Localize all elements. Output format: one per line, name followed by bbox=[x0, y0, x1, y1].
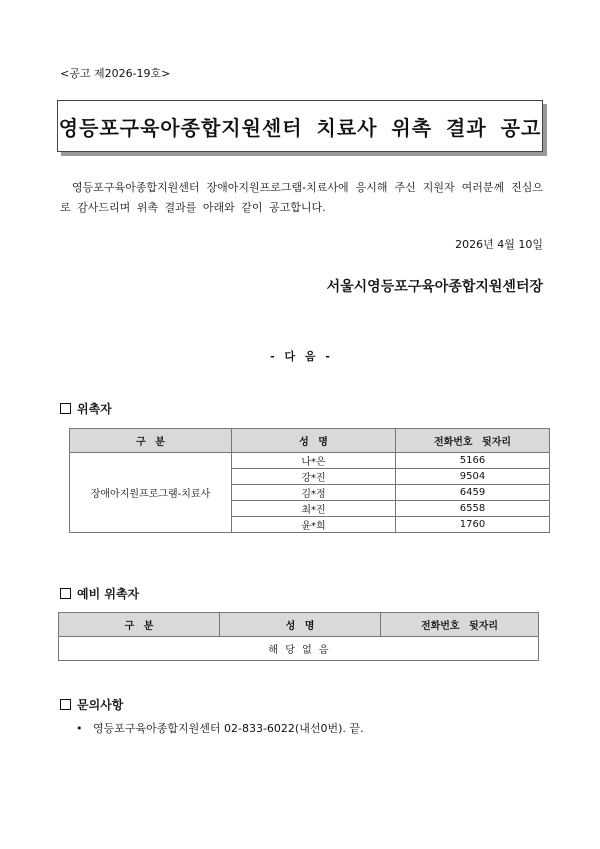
separator: - 다 음 - bbox=[270, 350, 330, 363]
section-heading-text: 예비 위촉자 bbox=[77, 587, 140, 601]
table-header-row bbox=[70, 429, 550, 453]
phone-cell: 6558 bbox=[396, 501, 550, 517]
phone-cell: 5166 bbox=[396, 453, 550, 469]
col-category: 구 분 bbox=[59, 613, 220, 637]
section-reserve-heading bbox=[60, 585, 139, 602]
date: 2026년 4월 10일 bbox=[455, 238, 543, 251]
section-heading-text: 문의사항 bbox=[77, 698, 124, 712]
checkbox-square-icon bbox=[60, 588, 71, 599]
page-title: 영등포구육아종합지원센터 치료사 위촉 결과 공고 bbox=[58, 115, 542, 140]
phone-cell: 1760 bbox=[396, 517, 550, 533]
table-row bbox=[59, 637, 539, 661]
col-phone: 전화번호 뒷자리 bbox=[396, 429, 550, 453]
phone-cell: 9504 bbox=[396, 469, 550, 485]
table-header-row bbox=[59, 613, 539, 637]
category-cell: 장애아지원프로그램-치료사 bbox=[70, 453, 232, 533]
empty-cell: 해 당 없 음 bbox=[59, 637, 539, 661]
col-phone: 전화번호 뒷자리 bbox=[381, 613, 539, 637]
inquiry-bullet bbox=[76, 720, 364, 736]
name-cell: 최*진 bbox=[232, 501, 396, 517]
inquiry-text: 영등포구육아종합지원센터 02-833-6022(내선0번). 끝. bbox=[92, 722, 364, 735]
body-paragraph: 영등포구육아종합지원센터 장애아지원프로그램-치료사에 응시해 주신 지원자 여러분께 진심으로 감사드리며 위촉 결과를 아래와 같이 공고합니다. bbox=[60, 181, 543, 214]
name-cell: 윤*희 bbox=[232, 517, 396, 533]
section-heading-text: 위촉자 bbox=[77, 402, 112, 416]
col-name: 성 명 bbox=[232, 429, 396, 453]
section-inquiry-heading bbox=[60, 696, 123, 713]
table-row bbox=[70, 453, 550, 469]
title-box bbox=[57, 100, 543, 152]
signer: 서울시영등포구육아종합지원센터장 bbox=[326, 279, 543, 295]
name-cell: 강*진 bbox=[232, 469, 396, 485]
notice-number: <공고 제2026-19호> bbox=[60, 67, 171, 80]
section-appointees-heading bbox=[60, 400, 112, 417]
name-cell: 나*은 bbox=[232, 453, 396, 469]
checkbox-square-icon bbox=[60, 699, 71, 710]
reserve-table bbox=[58, 612, 539, 661]
checkbox-square-icon bbox=[60, 403, 71, 414]
col-category: 구 분 bbox=[70, 429, 232, 453]
bullet-icon: • bbox=[76, 722, 93, 735]
name-cell: 김*정 bbox=[232, 485, 396, 501]
col-name: 성 명 bbox=[220, 613, 381, 637]
appointees-table bbox=[69, 428, 550, 533]
phone-cell: 6459 bbox=[396, 485, 550, 501]
